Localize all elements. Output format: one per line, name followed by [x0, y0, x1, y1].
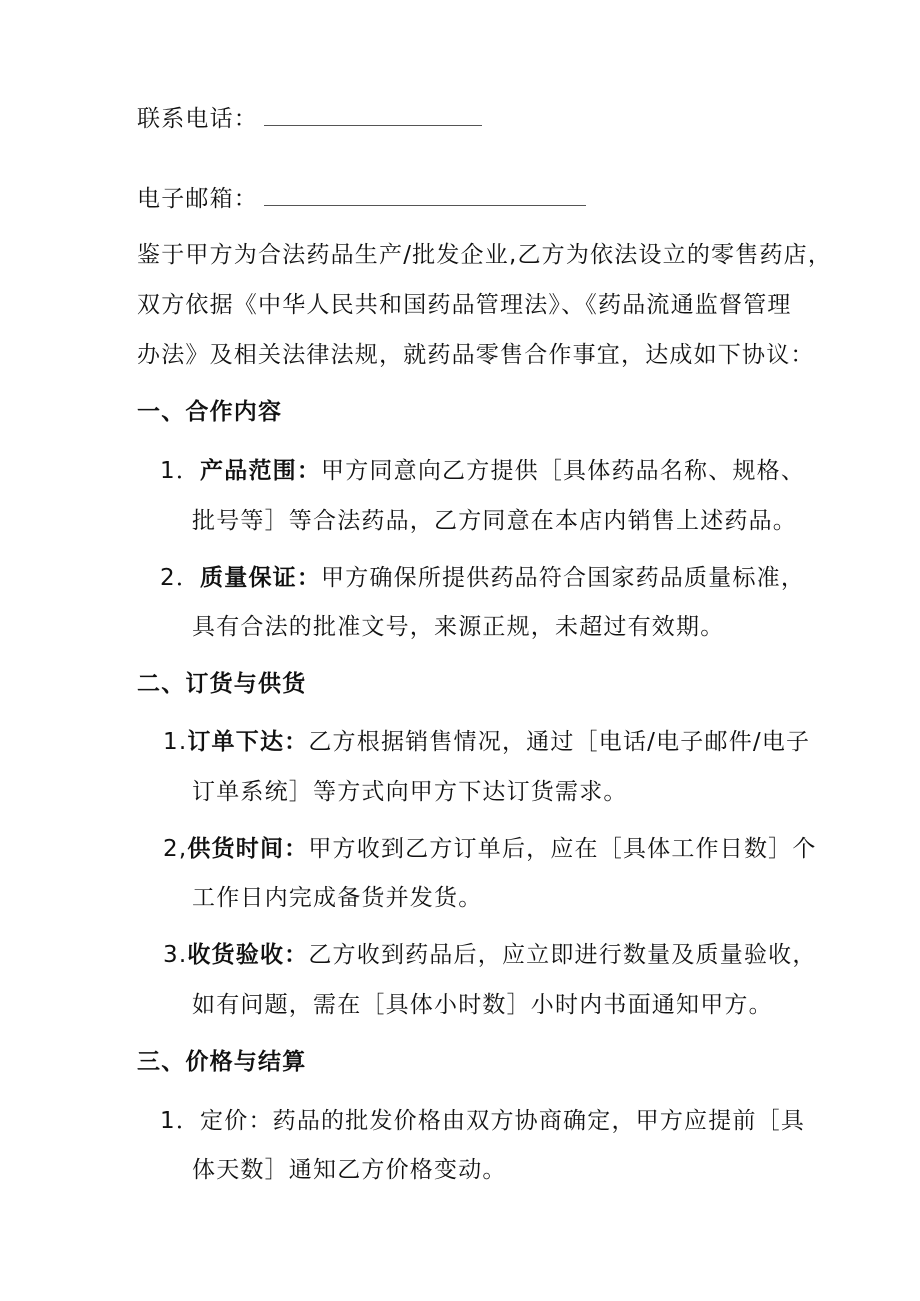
email-field-row	[137, 184, 586, 214]
clause-text: 定价：药品的批发价格由双方协商确定，甲方应提前［具	[200, 1108, 806, 1134]
clause-text: 甲方收到乙方订单后，应在［具体工作日数］个	[308, 836, 817, 862]
section-heading-pricing: 三、价格与结算	[137, 1049, 307, 1075]
clause-2-3	[163, 940, 817, 970]
clause-1-1-continuation: 批号等］等合法药品，乙方同意在本店内销售上述药品。	[192, 508, 797, 534]
preamble-line-3: 办法》及相关法律法规，就药品零售合作事宜，达成如下协议：	[137, 342, 815, 368]
clause-number: 2．	[160, 565, 201, 591]
section-heading-ordering: 二、订货与供货	[137, 671, 307, 697]
clause-title: 产品范围：	[200, 458, 322, 484]
clause-number: 1．	[160, 458, 201, 484]
section-heading-cooperation: 一、合作内容	[137, 399, 283, 425]
clause-title: 订单下达：	[187, 729, 309, 755]
clause-2-2	[163, 834, 817, 864]
clause-1-1	[160, 456, 805, 486]
clause-1-2	[160, 563, 805, 593]
clause-number: 2,	[163, 836, 188, 862]
clause-3-1	[160, 1106, 805, 1136]
phone-field-row	[137, 104, 482, 134]
clause-title: 质量保证：	[200, 565, 322, 591]
clause-title: 收货验收：	[187, 942, 309, 968]
clause-text: 甲方同意向乙方提供［具体药品名称、规格、	[321, 458, 806, 484]
clause-number: 1．	[160, 1108, 201, 1134]
clause-2-1	[163, 727, 810, 757]
clause-text: 乙方收到药品后，应立即进行数量及质量验收，	[308, 942, 817, 968]
preamble-line-2: 双方依据《中华人民共和国药品管理法》、《药品流通监督管理	[137, 292, 792, 318]
email-field-underline	[264, 185, 586, 206]
clause-number: 3.	[163, 942, 188, 968]
clause-2-1-continuation: 订单系统］等方式向甲方下达订货需求。	[192, 779, 628, 805]
email-label: 电子邮箱：	[137, 186, 258, 212]
preamble-line-1: 鉴于甲方为合法药品生产/批发企业,乙方为依法设立的零售药店，	[137, 242, 833, 268]
clause-text: 乙方根据销售情况，通过［电话/电子邮件/电子	[308, 729, 811, 755]
clause-number: 1.	[163, 729, 188, 755]
clause-2-2-continuation: 工作日内完成备货并发货。	[192, 885, 483, 911]
phone-field-underline	[264, 105, 482, 126]
clause-title: 供货时间：	[187, 836, 309, 862]
clause-3-1-continuation: 体天数］通知乙方价格变动。	[192, 1157, 507, 1183]
clause-2-3-continuation: 如有问题，需在［具体小时数］小时内书面通知甲方。	[192, 992, 773, 1018]
clause-text: 甲方确保所提供药品符合国家药品质量标准，	[321, 565, 806, 591]
clause-1-2-continuation: 具有合法的批准文号，来源正规，未超过有效期。	[192, 614, 725, 640]
phone-label: 联系电话：	[137, 106, 258, 132]
